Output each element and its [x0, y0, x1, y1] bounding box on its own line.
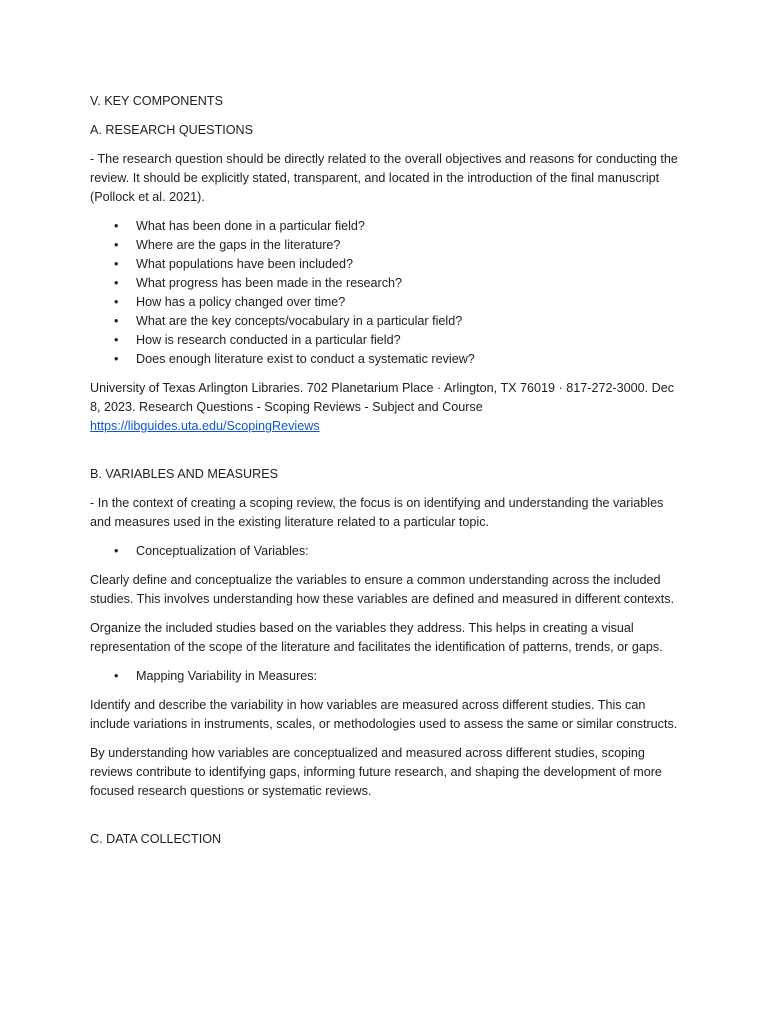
list-item	[90, 217, 686, 236]
scoping-reviews-link[interactable]: https://libguides.uta.edu/ScopingReviews	[90, 419, 320, 433]
list-item	[90, 350, 686, 369]
section-v-heading: V. KEY COMPONENTS	[90, 94, 223, 108]
list-item-text: How is research conducted in a particular field?	[136, 333, 401, 347]
bullet-icon: •	[114, 314, 119, 328]
list-item	[90, 667, 686, 686]
bullet-icon: •	[114, 276, 119, 290]
conceptualization-paragraph: Clearly define and conceptualize the variables to ensure a common understanding across the included studies. This involves understanding how these variables are defined and measured in different contexts.	[90, 573, 675, 606]
list-item	[90, 331, 686, 350]
research-question-list	[90, 217, 686, 369]
list-item-text: What are the key concepts/vocabulary in a particular field?	[136, 314, 463, 328]
variables-intro: - In the context of creating a scoping review, the focus is on identifying and understanding the variables and measures used in the existing literature related to a particular topic.	[90, 496, 664, 529]
document-page	[90, 92, 686, 859]
list-item	[90, 255, 686, 274]
citation-block	[90, 379, 686, 436]
list-item	[90, 312, 686, 331]
section-spacer	[90, 446, 686, 465]
conceptualization-bullet: Conceptualization of Variables:	[136, 544, 309, 558]
research-question-intro: - The research question should be directly related to the overall objectives and reasons for conducting the review. It should be explicitly stated, transparent, and located in the introduction of the final manuscript (Pollock et al. 2021).	[90, 152, 678, 204]
bullet-icon: •	[114, 257, 119, 271]
bullet-icon: •	[114, 352, 119, 366]
list-item-text: What has been done in a particular field?	[136, 219, 365, 233]
section-spacer	[90, 811, 686, 830]
section-c-heading: C. DATA COLLECTION	[90, 832, 222, 846]
list-item-text: What populations have been included?	[136, 257, 354, 271]
bullet-icon: •	[114, 669, 119, 683]
section-a-heading: A. RESEARCH QUESTIONS	[90, 123, 254, 137]
bullet-icon: •	[114, 333, 119, 347]
mapping-variability-bullet: Mapping Variability in Measures:	[136, 669, 318, 683]
list-item-text: Does enough literature exist to conduct a systematic review?	[136, 352, 475, 366]
bullet-icon: •	[114, 238, 119, 252]
citation-text: University of Texas Arlington Libraries. 702 Planetarium Place · Arlington, TX 76019 · 817-272-3000. Dec 8, 2023. Research Questions - Scoping Reviews - Subject and Course	[90, 381, 675, 414]
list-item-text: Where are the gaps in the literature?	[136, 238, 341, 252]
list-item	[90, 236, 686, 255]
list-item-text: How has a policy changed over time?	[136, 295, 346, 309]
list-item	[90, 293, 686, 312]
list-item-text: What progress has been made in the research?	[136, 276, 403, 290]
list-item	[90, 542, 686, 561]
bullet-icon: •	[114, 544, 119, 558]
variability-paragraph: Identify and describe the variability in how variables are measured across different studies. This can include variations in instruments, scales, or methodologies used to assess the same or similar constructs.	[90, 698, 678, 731]
summary-paragraph: By understanding how variables are conceptualized and measured across different studies, scoping reviews contribute to identifying gaps, informing future research, and shaping the development of more focused research questions or systematic reviews.	[90, 746, 662, 798]
list-item	[90, 274, 686, 293]
bullet-icon: •	[114, 295, 119, 309]
bullet-icon: •	[114, 219, 119, 233]
organize-paragraph: Organize the included studies based on the variables they address. This helps in creating a visual representation of the scope of the literature and facilitates the identification of patterns, trends, or gaps.	[90, 621, 663, 654]
section-b-heading: B. VARIABLES AND MEASURES	[90, 467, 279, 481]
